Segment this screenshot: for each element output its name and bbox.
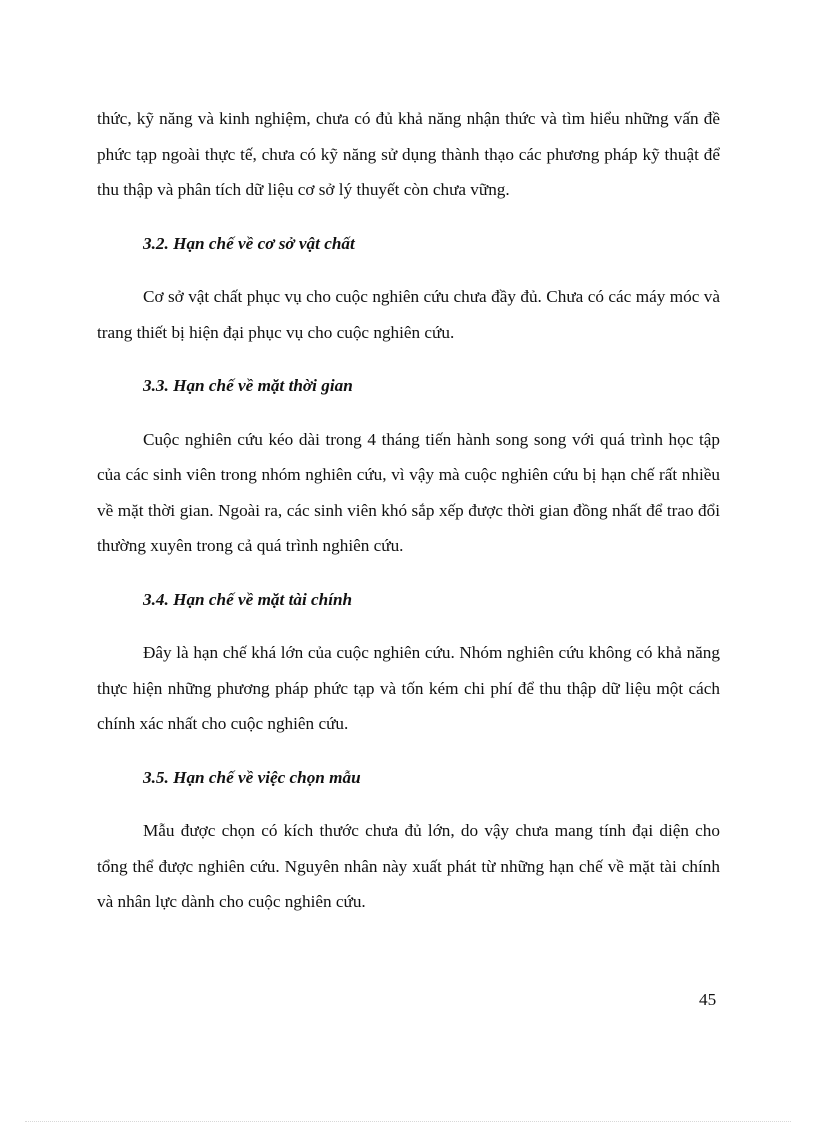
- section-heading-3-4: 3.4. Hạn chế về mặt tài chính: [143, 589, 353, 609]
- section-heading-3-3: 3.3. Hạn chế về mặt thời gian: [143, 376, 353, 395]
- section-heading-3-5: 3.5. Hạn chế về việc chọn mẫu: [143, 767, 361, 787]
- paragraph-time: Cuộc nghiên cứu kéo dài trong 4 tháng tiến hành song song với quá trình học tập của các sinh viên trong nhóm nghiên cứu, vì vậy mà cuộc nghiên cứu bị hạn chế rất nhiều về mặt thời gian. Ngoài ra, các sinh viên khó sắp xếp được thời gian đồng nhất để trao đổi thường xuyên trong cả quá trình nghiên cứu.: [97, 429, 720, 555]
- page-number: 45: [699, 990, 717, 1009]
- paragraph-sampling: Mẫu được chọn có kích thước chưa đủ lớn, do vậy chưa mang tính đại diện cho tổng thể được nghiên cứu. Nguyên nhân này xuất phát từ những hạn chế về mặt tài chính và nhân lực dành cho cuộc nghiên cứu.: [97, 821, 720, 911]
- section-heading-3-2: 3.2. Hạn chế về cơ sở vật chất: [143, 233, 355, 253]
- page-content: [97, 101, 720, 920]
- paragraph-facilities: Cơ sở vật chất phục vụ cho cuộc nghiên cứu chưa đầy đủ. Chưa có các máy móc và trang thiết bị hiện đại phục vụ cho cuộc nghiên cứu.: [97, 287, 720, 342]
- paragraph-continuation: thức, kỹ năng và kinh nghiệm, chưa có đủ khả năng nhận thức và tìm hiểu những vấn đề phức tạp ngoài thực tế, chưa có kỹ năng sử dụng thành thạo các phương pháp kỹ thuật để thu thập và phân tích dữ liệu cơ sở lý thuyết còn chưa vững.: [97, 109, 720, 199]
- page-bottom-divider: [25, 1121, 791, 1122]
- paragraph-finance: Đây là hạn chế khá lớn của cuộc nghiên cứu. Nhóm nghiên cứu không có khả năng thực hiện những phương pháp phức tạp và tốn kém chi phí để thu thập dữ liệu một cách chính xác nhất cho cuộc nghiên cứu.: [97, 643, 720, 733]
